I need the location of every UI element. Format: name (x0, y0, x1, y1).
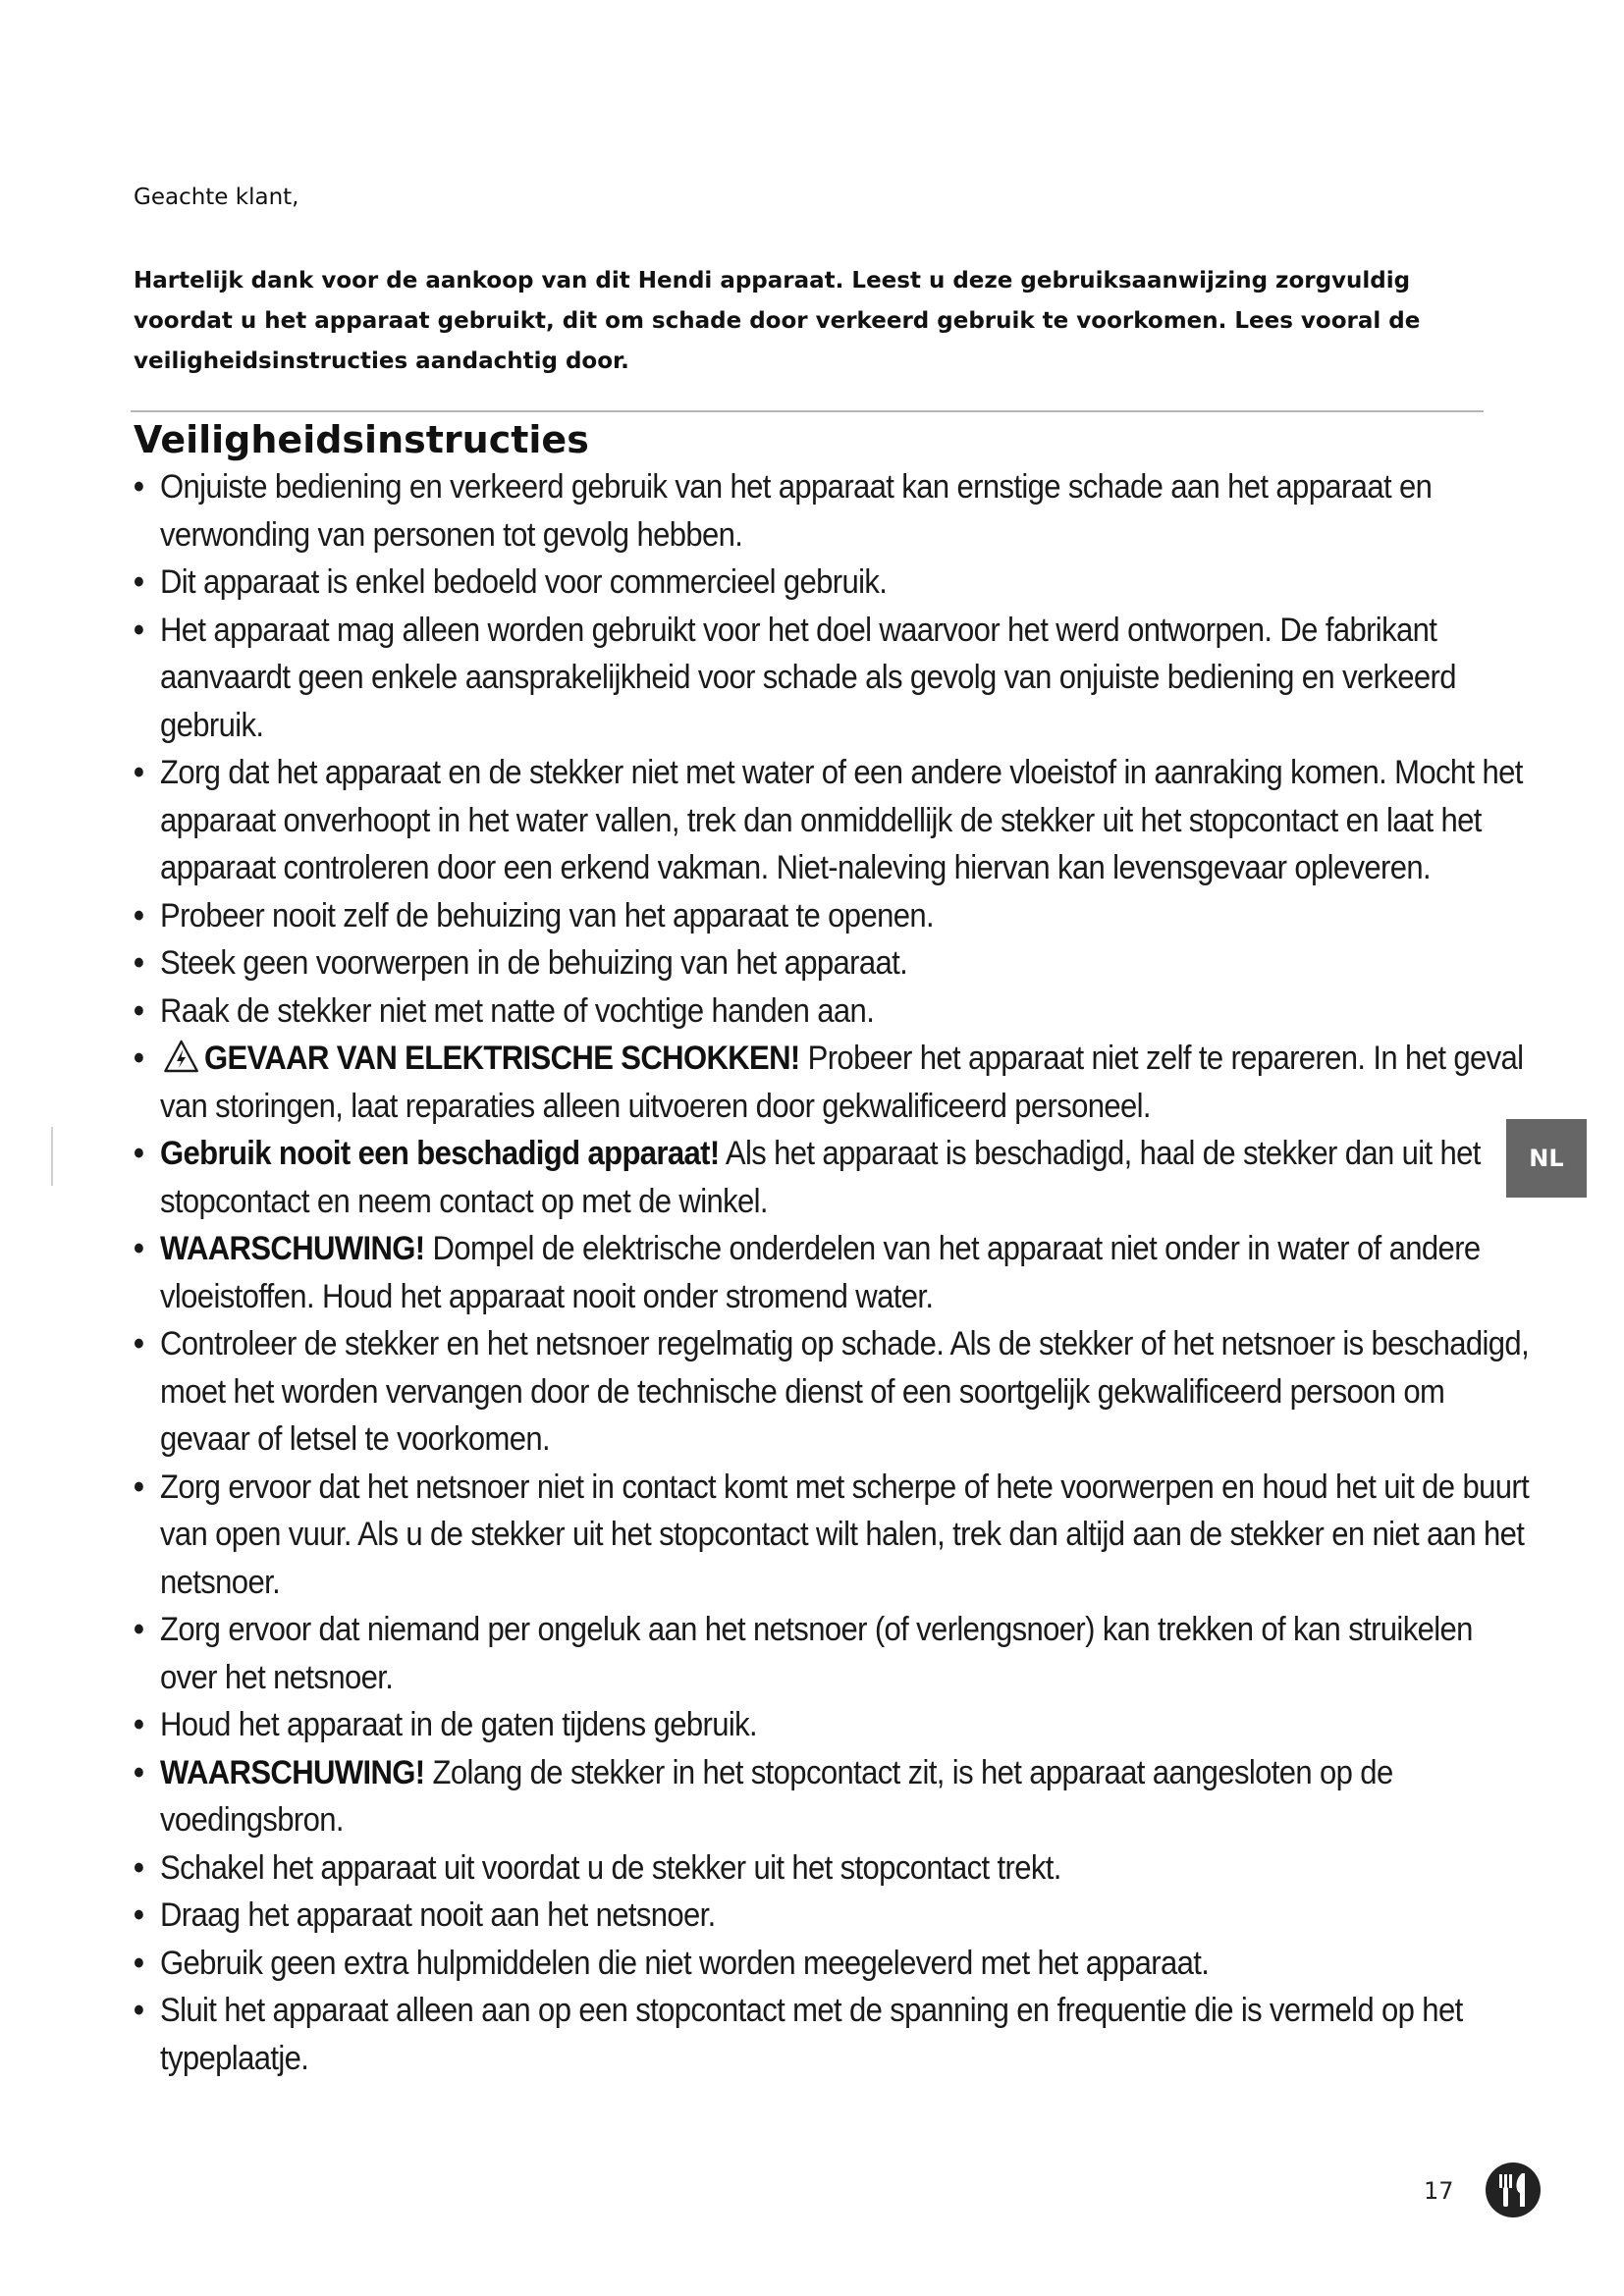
instruction-item (134, 1225, 1532, 1320)
greeting: Geachte klant, (134, 185, 299, 210)
cutlery-logo-icon (1485, 2162, 1542, 2218)
instruction-item (134, 1987, 1532, 2082)
instruction-text: Sluit het apparaat alleen aan op een stopcontact met de spanning en frequentie die is vermeld op het typeplaatje. (160, 1992, 1463, 2077)
instruction-item (134, 1464, 1532, 1607)
instruction-text: Als het apparaat is beschadigd, haal de stekker dan uit het stopcontact en neem contact op met de winkel. (160, 1135, 1481, 1220)
bullet: • (134, 1944, 144, 1982)
instruction-item (134, 1940, 1532, 1988)
instruction-item (134, 1130, 1532, 1225)
margin-mark (51, 1127, 53, 1186)
bullet: • (134, 1753, 144, 1791)
instruction-item (134, 988, 1532, 1036)
instruction-text: Dompel de elektrische onderdelen van het apparaat niet onder in water of andere vloeistoffen. Houd het apparaat nooit onder stromend water. (160, 1230, 1481, 1315)
bullet: • (134, 1611, 144, 1648)
section-title: Veiligheidsinstructies (134, 418, 589, 461)
instruction-item (134, 892, 1532, 940)
bullet: • (134, 1230, 144, 1267)
instruction-text: Zorg ervoor dat het netsnoer niet in contact komt met scherpe of hete voorwerpen en houd het uit de buurt van open vuur. Als u de stekker uit het stopcontact wilt halen, trek dan altijd aan de stekker en niet aan het netsnoer. (160, 1468, 1530, 1601)
bullet: • (134, 754, 144, 791)
bullet: • (134, 468, 144, 506)
instruction-emphasis: WAARSCHUWING! (160, 1230, 425, 1267)
bullet: • (134, 1040, 144, 1077)
instruction-text: Dit apparaat is enkel bedoeld voor commercieel gebruik. (160, 563, 888, 601)
instruction-item (134, 1606, 1532, 1701)
language-tab: NL (1506, 1119, 1587, 1198)
bullet: • (134, 1992, 144, 2029)
intro-paragraph: Hartelijk dank voor de aankoop van dit Hendi apparaat. Leest u deze gebruiksaanwijzing zorgvuldig voordat u het apparaat gebruikt, dit om schade door verkeerd gebruik te voorkomen. Lees vooral de veiligheidsinstructies aandachtig door. (134, 268, 1421, 374)
section-divider (131, 410, 1484, 412)
instruction-text: Gebruik geen extra hulpmiddelen die niet worden meegeleverd met het apparaat. (160, 1944, 1210, 1982)
instruction-item (134, 1701, 1532, 1749)
instruction-emphasis: WAARSCHUWING! (160, 1753, 425, 1791)
instruction-text: Schakel het apparaat uit voordat u de stekker uit het stopcontact trekt. (160, 1848, 1061, 1887)
instruction-text: Draag het apparaat nooit aan het netsnoer. (160, 1896, 716, 1934)
instruction-text: Onjuiste bediening en verkeerd gebruik van het apparaat kan ernstige schade aan het apparaat en verwonding van personen tot gevolg hebben. (160, 468, 1433, 554)
safety-instructions-list (134, 463, 1530, 2082)
page-number: 17 (1424, 2177, 1454, 2205)
instruction-item (134, 749, 1532, 892)
instruction-emphasis: GEVAAR VAN ELEKTRISCHE SCHOKKEN! (204, 1040, 800, 1077)
instruction-item (134, 559, 1532, 607)
instruction-text: Het apparaat mag alleen worden gebruikt voor het doel waarvoor het werd ontworpen. De fabrikant aanvaardt geen enkele aansprakelijkheid voor schade als gevolg van onjuiste bediening en verkeerd gebruik. (160, 611, 1456, 744)
instruction-text: Raak de stekker niet met natte of vochtige handen aan. (160, 991, 875, 1030)
instruction-item (134, 1035, 1532, 1130)
electric-warning-icon (164, 1040, 199, 1073)
bullet: • (134, 1896, 144, 1934)
instruction-text: Steek geen voorwerpen in de behuizing van het apparaat. (160, 944, 908, 982)
bullet: • (134, 1135, 144, 1172)
instruction-text: Probeer nooit zelf de behuizing van het apparaat te openen. (160, 896, 934, 934)
bullet: • (134, 563, 144, 601)
instruction-item (134, 1844, 1532, 1893)
instruction-emphasis: Gebruik nooit een beschadigd apparaat! (160, 1135, 720, 1172)
instruction-text: Zorg dat het apparaat en de stekker niet met water of een andere vloeistof in aanraking komen. Mocht het apparaat onverhoopt in het water vallen, trek dan onmiddellijk de stekker uit het stopcontact en laat het apparaat controleren door een erkend vakman. Niet-naleving hiervan kan levensgevaar opleveren. (160, 754, 1523, 886)
bullet: • (134, 611, 144, 649)
bullet: • (134, 1848, 144, 1887)
instruction-text: Controleer de stekker en het netsnoer regelmatig op schade. Als de stekker of het netsnoer is beschadigd, moet het worden vervangen door de technische dienst of een soortgelijk gekwalificeerd persoon om gevaar of letsel te voorkomen. (160, 1325, 1530, 1458)
bullet: • (134, 1468, 144, 1506)
instruction-item (134, 939, 1532, 988)
bullet: • (134, 991, 144, 1030)
bullet: • (134, 896, 144, 934)
bullet: • (134, 944, 144, 982)
instruction-item (134, 1749, 1532, 1844)
instruction-item (134, 1892, 1532, 1940)
instruction-text: Zorg ervoor dat niemand per ongeluk aan het netsnoer (of verlengsnoer) kan trekken of kan struikelen over het netsnoer. (160, 1611, 1473, 1696)
bullet: • (134, 1325, 144, 1362)
bullet: • (134, 1706, 144, 1743)
instruction-text: Zolang de stekker in het stopcontact zit, is het apparaat aangesloten op de voedingsbron. (160, 1753, 1393, 1839)
instruction-item (134, 607, 1532, 750)
instruction-text: Probeer het apparaat niet zelf te repareren. In het geval van storingen, laat reparaties alleen uitvoeren door gekwalificeerd personeel. (160, 1040, 1524, 1125)
instruction-item (134, 1320, 1532, 1464)
instruction-text: Houd het apparaat in de gaten tijdens gebruik. (160, 1706, 758, 1743)
instruction-item (134, 463, 1532, 559)
